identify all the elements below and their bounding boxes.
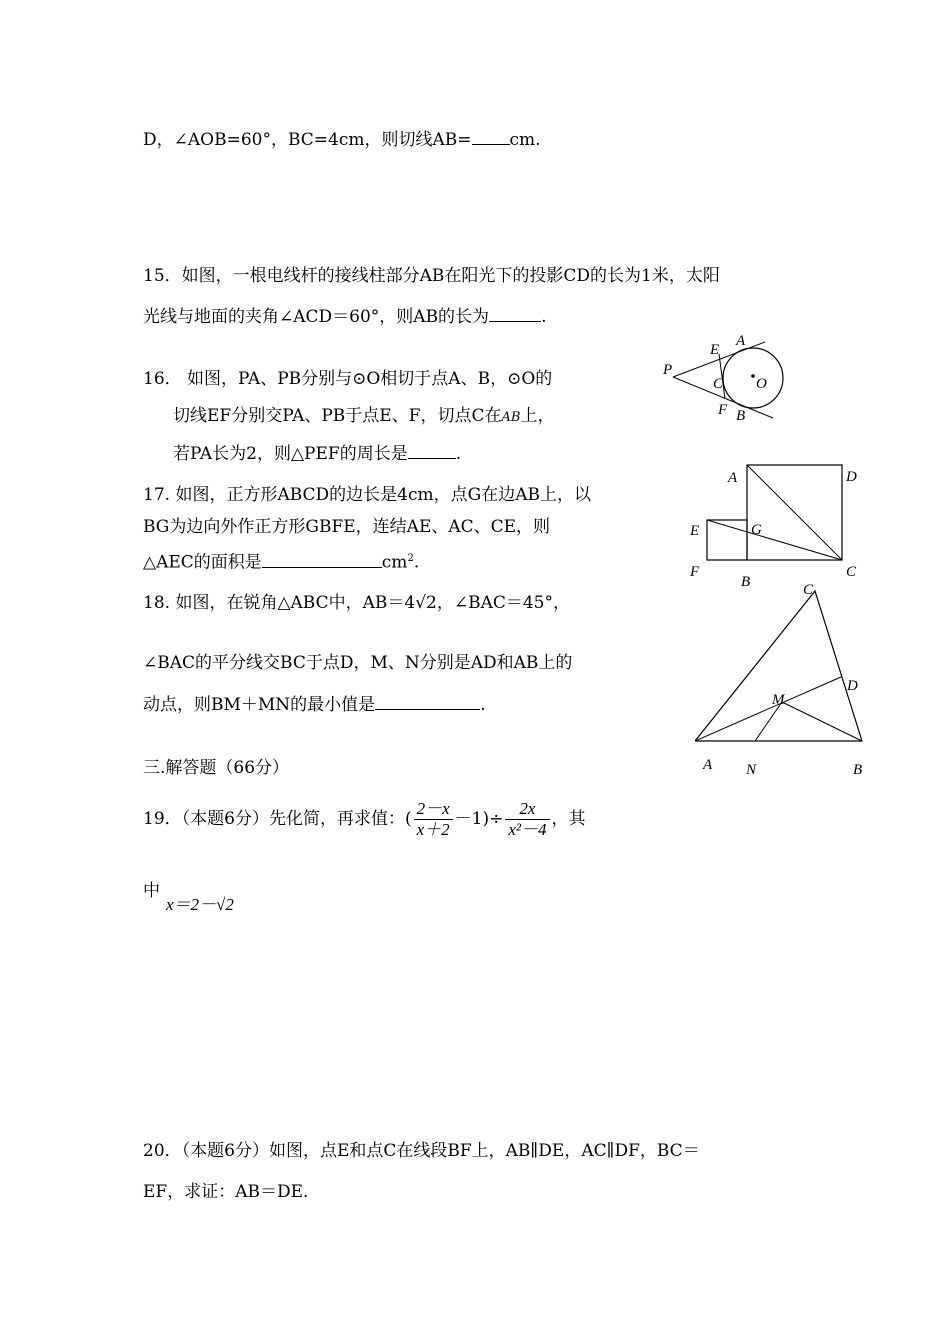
label-c: C	[713, 376, 724, 392]
q18-line2: ∠BAC的平分线交BC于点D，M、N分别是AD和AB上的	[143, 653, 573, 673]
q19-line2-b: x＝2－√2	[166, 895, 234, 914]
fraction-1: $\frac{2-x}{x+2}$	[414, 799, 453, 840]
label-f: F	[718, 402, 728, 418]
label-e: E	[690, 523, 700, 539]
label-a: A	[728, 470, 738, 486]
label-c: C	[803, 582, 814, 598]
label-a: A	[736, 333, 746, 349]
segment-bm	[782, 702, 862, 741]
q18-line1: 18. 如图，在锐角△ABC中，AB＝4√2，∠BAC＝45°，	[143, 593, 570, 613]
q17-line2: BG为边向外作正方形GBFE，连结AE、AC、CE，则	[143, 517, 551, 537]
center-dot	[751, 374, 755, 378]
q16-line3: 若PA长为2，则△PEF的周长是 .	[173, 444, 462, 464]
label-c: C	[846, 564, 857, 580]
label-m: M	[772, 692, 785, 708]
label-n: N	[746, 762, 757, 778]
triangle-abc	[695, 591, 862, 741]
section-heading: 三.解答题（66分）	[143, 758, 290, 778]
figure-16	[655, 330, 795, 425]
label-d: D	[847, 678, 858, 694]
q19-line1: 19．（本题6分）先化简，再求值：( $\frac{2-x}{x+2}$ －1)÷ $\frac{2x}{\text{x²－4}}$ ，其	[143, 799, 586, 839]
q20-line2: EF，求证：AB＝DE.	[143, 1182, 309, 1202]
arc-ab: AB	[501, 410, 521, 425]
answer-blank-15[interactable]	[489, 305, 541, 322]
q14-line: D，∠AOB=60°，BC=4cm，则切线AB= cm.	[143, 130, 541, 150]
q15-line2: 光线与地面的夹角∠ACD＝60°，则AB的长为 .	[143, 307, 547, 327]
q19-line2-a: 中	[143, 881, 160, 901]
answer-blank-14[interactable]	[472, 128, 510, 145]
answer-blank-16[interactable]	[408, 442, 456, 459]
q15-line1: 15．如图，一根电线杆的接线柱部分AB在阳光下的投影CD的长为1米，太阳	[143, 266, 720, 286]
label-g: G	[751, 522, 762, 538]
q18-line3: 动点，则BM＋MN的最小值是 .	[143, 695, 486, 715]
figure-18	[695, 578, 875, 778]
q17-line3: △AEC的面积是 $cm^2$.	[143, 552, 420, 573]
q20-line1: 20．（本题6分）如图，点E和点C在线段BF上，AB∥DE，AC∥DF，BC＝	[143, 1141, 700, 1161]
label-b: B	[853, 762, 863, 778]
label-b: B	[736, 408, 746, 424]
label-e: E	[710, 342, 720, 358]
label-f: F	[690, 564, 700, 580]
label-a: A	[703, 757, 713, 773]
label-p: P	[663, 362, 673, 378]
q17-line1: 17. 如图，正方形ABCD的边长是4cm，点G在边AB上，以	[143, 485, 591, 505]
q16-line2: 切线EF分别交PA、PB于点E、F，切点C在AB上，	[173, 406, 555, 426]
circle-o	[723, 348, 783, 408]
answer-blank-18[interactable]	[375, 693, 480, 710]
label-d: D	[846, 469, 857, 485]
label-o: O	[756, 376, 767, 392]
label-b: B	[741, 574, 751, 590]
q16-line1: 16． 如图，PA、PB分别与⊙O相切于点A、B，⊙O的	[143, 369, 553, 389]
fraction-2: $\frac{2x}{\text{x²－4}}$	[505, 799, 549, 840]
bisector-ad	[695, 677, 841, 741]
answer-blank-17[interactable]	[262, 551, 382, 568]
figure-17	[680, 455, 870, 590]
